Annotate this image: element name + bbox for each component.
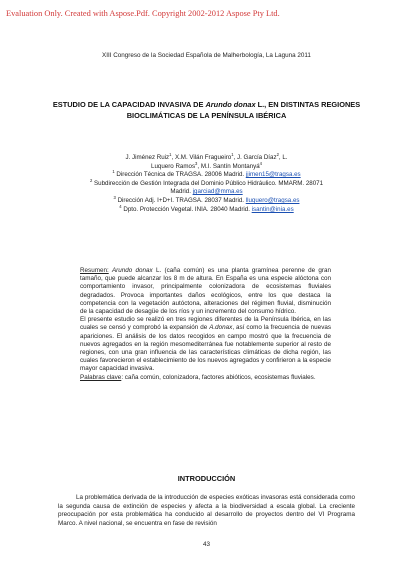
- email-link[interactable]: jgarciad@mma.es: [192, 188, 243, 196]
- congress-header: XIII Congreso de la Sociedad Española de Malherbología, La Laguna 2011: [102, 52, 311, 59]
- keywords-label: Palabras clave: [80, 373, 122, 381]
- email-link[interactable]: lluquero@tragsa.es: [245, 196, 300, 204]
- affiliation-mark: 2: [89, 177, 93, 183]
- affiliation-1: [20, 171, 393, 180]
- affiliation-text: Subdirección de Gestión Integrada del Dominio Público Hidráulico. MMARM. 28071: [92, 179, 324, 187]
- affiliation-text: Dirección Adj. I+D+I. TRAGSA. 28037 Madrid.: [115, 196, 246, 204]
- section-heading-introduccion: INTRODUCCIÓN: [177, 474, 236, 483]
- affiliation-mark: 4: [119, 203, 122, 209]
- affiliation-2-cont: [20, 188, 393, 197]
- author-mark: 4: [259, 160, 262, 166]
- abstract-text: L. (caña común) es una planta gramínea perenne de gran tamaño, que puede alcanzar los 8 m de altura. En España es una especie alóctona con comportamiento invasor, principalmente colonizadora de ecosistemas fluviales degradados. Provoca importantes daños ecológicos, entre los que destaca la competencia con la vegetación autóctona, alteraciones del régimen fluvial, disminución de la capacidad de desagüe de los ríos y un incremento del consumo hídrico.: [80, 267, 331, 316]
- introduction-paragraph: La problemática derivada de la introducción de especies exóticas invasoras está considerada como la segunda causa de extinción de especies y afecta a la biodiversidad a escala global. La creciente preocupación por esta problemática ha conducido al desarrollo de proyectos dentro del VI Programa Marco. A nivel nacional, se encuentra en fase de revisión: [58, 494, 355, 527]
- abstract-label: Resumen:: [80, 267, 109, 274]
- affiliation-2: [20, 177, 393, 189]
- author: , L.: [278, 154, 288, 161]
- abstract: [80, 267, 331, 382]
- email-link[interactable]: isantin@inia.es: [251, 205, 294, 213]
- authors-line-1: [20, 154, 393, 163]
- abstract-text: , así como la frecuencia de nuevas apariciones. El análisis de los datos recogidos en campo mostró que la frecuencia de nuevos agregados en la región mesomediterránea fue notablemente superior al resto de regiones, con una gran influencia de las características climáticas de dicha región, las cuales favorecieron el establecimiento de los nuevos agregados y confirieron a la especie mayor capacidad invasiva.: [80, 324, 331, 373]
- author: , X.M. Vilán Fragueiro: [171, 154, 232, 161]
- abstract-text: El presente estudio se realizó en tres regiones diferentes de la Península Ibérica, en las cuales se censó y comprobó la expansión de: [80, 316, 331, 332]
- authors-affiliations: [20, 154, 393, 214]
- abstract-species: Arundo donax: [111, 267, 153, 274]
- introduction-body: [58, 494, 355, 528]
- email-link[interactable]: jjimen15@tragsa.es: [245, 171, 301, 179]
- author-mark: 3: [195, 160, 198, 166]
- title-species: Arundo donax: [205, 100, 256, 109]
- author-mark: 1: [231, 152, 234, 157]
- affiliation-3: [20, 194, 393, 206]
- author: , J. García Díaz: [233, 154, 277, 161]
- affiliation-mark: 1: [112, 169, 115, 175]
- title-part: L., EN DISTINTAS REGIONES BIOCLIMÁTICAS DE LA PENÍNSULA IBÉRICA: [126, 100, 361, 120]
- abstract-species: A.donax: [209, 324, 233, 332]
- abstract-paragraph-1: [80, 267, 331, 316]
- abstract-paragraph-2: [80, 316, 331, 373]
- affiliation-text: Madrid.: [170, 188, 193, 196]
- affiliation-mark: 3: [113, 194, 116, 200]
- title-part: ESTUDIO DE LA CAPACIDAD INVASIVA DE: [52, 100, 206, 109]
- affiliation-text: Dpto. Protección Vegetal. INIA. 28040 Madrid.: [121, 205, 252, 213]
- author-mark: 1: [169, 152, 172, 157]
- affiliation-4: [20, 203, 393, 215]
- author-mark: 2: [276, 152, 279, 157]
- author: J. Jiménez Ruiz: [125, 154, 170, 161]
- page-number: 43: [202, 541, 210, 548]
- author: , M.I. Santín Montanyá: [197, 162, 260, 170]
- paper-title: [40, 99, 373, 121]
- keywords-text: : caña común, colonizadora, factores abióticos, ecosistemas fluviales.: [121, 373, 316, 381]
- affiliation-text: Dirección Técnica de TRAGSA. 28006 Madrid.: [114, 171, 246, 179]
- keywords: [80, 374, 331, 382]
- author: Luquero Ramos: [151, 162, 196, 170]
- evaluation-watermark: Evaluation Only. Created with Aspose.Pdf. Copyright 2002-2012 Aspose Pty Ltd.: [6, 9, 280, 18]
